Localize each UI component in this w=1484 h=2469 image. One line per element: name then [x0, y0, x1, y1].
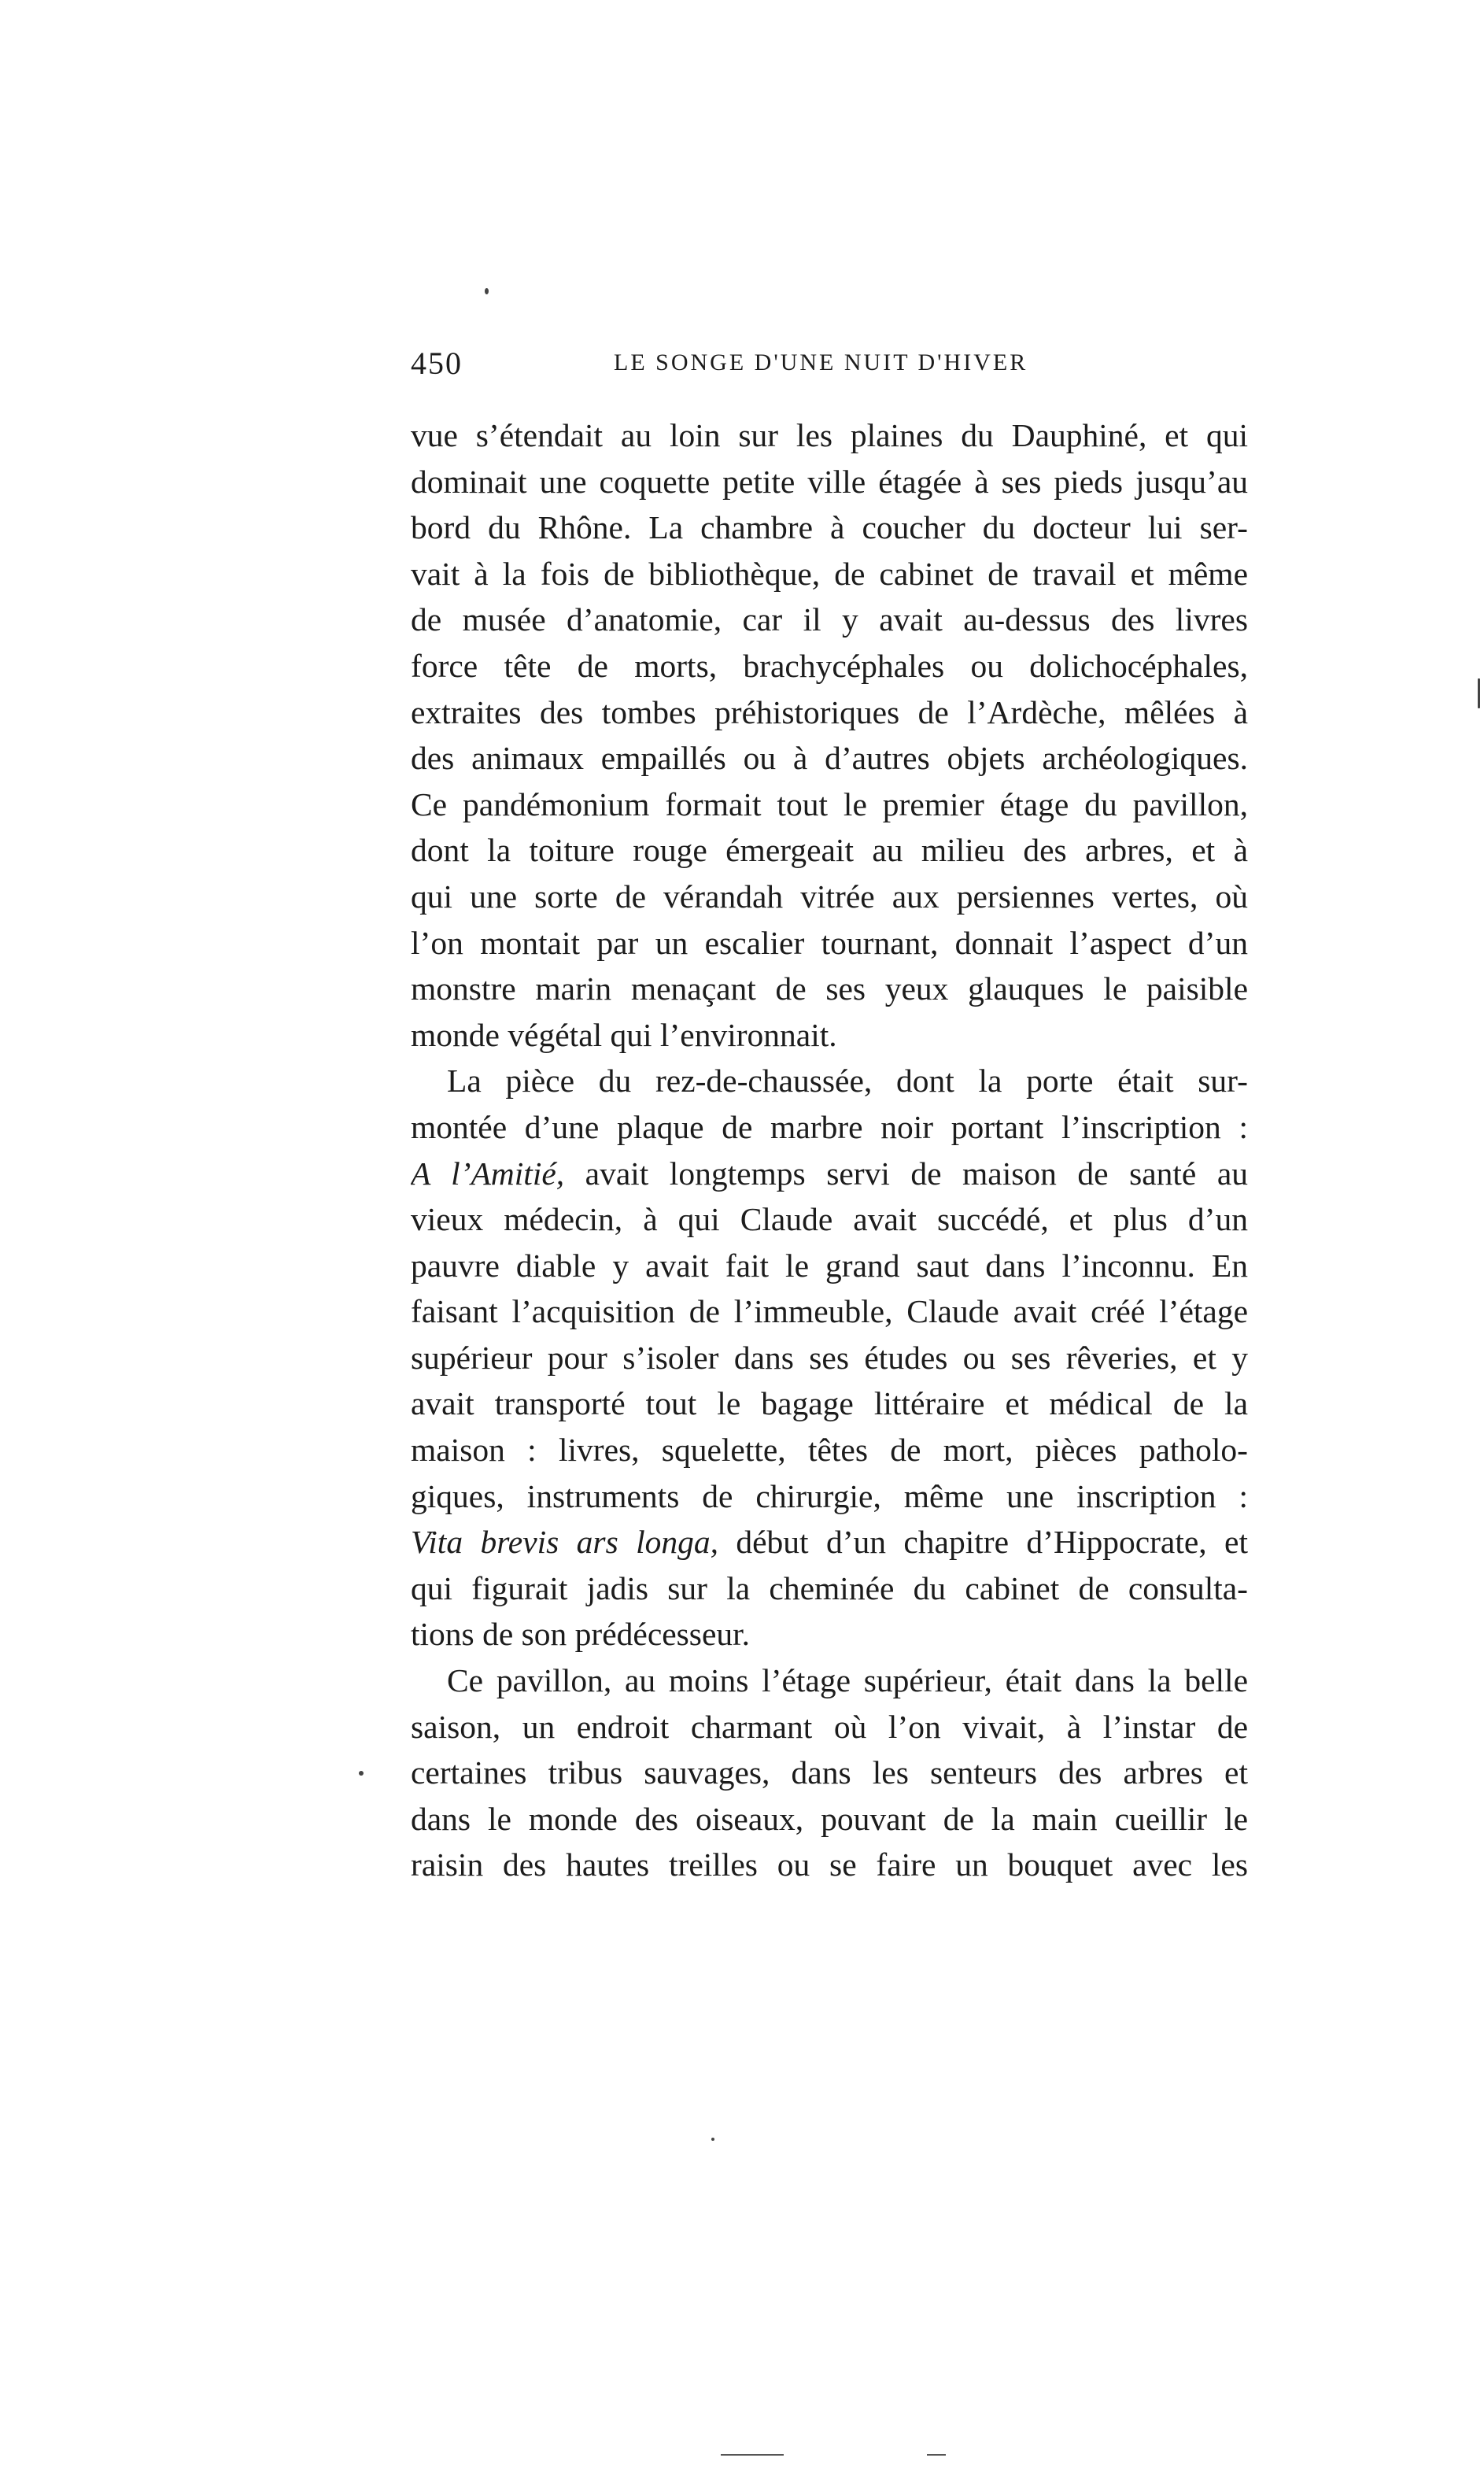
paragraph-1: [411, 412, 1248, 1058]
page-number: 450: [411, 346, 463, 381]
text-line: extraites des tombes préhistoriques de l’Ardèche, mêlées à: [411, 693, 1248, 730]
text-run: début d’un chapitre d’Hippocrate, et: [718, 1524, 1248, 1561]
text-line: qui figurait jadis sur la cheminée du cabinet de consulta-: [411, 1569, 1248, 1606]
running-head: [411, 345, 1248, 392]
paragraph-3: [411, 1658, 1248, 1888]
text-line: giques, instruments de chirurgie, même une inscription :: [411, 1477, 1248, 1514]
text-line: l’on montait par un escalier tournant, donnait l’aspect d’un: [411, 924, 1248, 961]
text-line-with-inscription: [411, 1519, 1248, 1565]
text-line: La pièce du rez-de-chaussée, dont la porte était sur-: [447, 1063, 1248, 1100]
scan-speck: [359, 1771, 364, 1776]
text-line: maison : livres, squelette, têtes de mort, pièces patholo-: [411, 1432, 1248, 1469]
paragraph-2: [411, 1058, 1248, 1658]
text-line: supérieur pour s’isoler dans ses études ou ses rêveries, et y: [411, 1339, 1248, 1376]
running-title: LE SONGE D'UNE NUIT D'HIVER: [614, 349, 1028, 375]
text-line: raisin des hautes treilles ou se faire un bouquet avec les: [411, 1846, 1248, 1883]
text-line: force tête de morts, brachycéphales ou dolichocéphales,: [411, 647, 1248, 684]
text-line: dans le monde des oiseaux, pouvant de la main cueillir le: [411, 1800, 1248, 1837]
text-line: faisant l’acquisition de l’immeuble, Claude avait créé l’étage: [411, 1293, 1248, 1330]
body-text: [411, 412, 1248, 1888]
scan-speck: [1478, 678, 1480, 708]
text-line: de musée d’anatomie, car il y avait au-dessus des livres: [411, 601, 1248, 638]
text-line: certaines tribus sauvages, dans les senteurs des arbres et: [411, 1754, 1248, 1791]
scan-speck: [711, 2138, 714, 2141]
text-line: dont la toiture rouge émergeait au milieu des arbres, et à: [411, 832, 1248, 869]
inscription-a-l-amitie: A l’Amitié,: [411, 1155, 565, 1192]
scan-rule: [721, 2454, 784, 2456]
text-line: avait transporté tout le bagage littéraire et médical de la: [411, 1385, 1248, 1422]
text-line: pauvre diable y avait fait le grand saut dans l’inconnu. En: [411, 1247, 1248, 1284]
text-line: monde végétal qui l’environnait.: [411, 1016, 837, 1053]
text-line: vait à la fois de bibliothèque, de cabinet de travail et même: [411, 555, 1248, 592]
text-line: dominait une coquette petite ville étagée à ses pieds jusqu’au: [411, 463, 1248, 500]
text-line: tions de son prédécesseur.: [411, 1616, 751, 1653]
text-line: bord du Rhône. La chambre à coucher du docteur lui ser-: [411, 509, 1248, 546]
text-line: monstre marin menaçant de ses yeux glauques le paisible: [411, 970, 1248, 1007]
text-line: vue s’étendait au loin sur les plaines du Dauphiné, et qui: [411, 417, 1248, 453]
inscription-vita-brevis: Vita brevis ars longa,: [411, 1524, 719, 1561]
text-run: avait longtemps servi de maison de santé au: [564, 1155, 1248, 1192]
text-line: Ce pandémonium formait tout le premier étage du pavillon,: [411, 785, 1248, 822]
text-line: vieux médecin, à qui Claude avait succédé, et plus d’un: [411, 1201, 1248, 1238]
text-line: montée d’une plaque de marbre noir portant l’inscription :: [411, 1108, 1248, 1145]
text-line: saison, un endroit charmant où l’on vivait, à l’instar de: [411, 1708, 1248, 1745]
scan-rule: [927, 2454, 946, 2456]
text-line: Ce pavillon, au moins l’étage supérieur, était dans la belle: [447, 1662, 1248, 1699]
scan-speck: [485, 288, 489, 294]
text-line: qui une sorte de vérandah vitrée aux persiennes vertes, où: [411, 878, 1248, 915]
text-line-with-inscription: [411, 1151, 1248, 1197]
text-line: des animaux empaillés ou à d’autres objets archéologiques.: [411, 740, 1248, 777]
